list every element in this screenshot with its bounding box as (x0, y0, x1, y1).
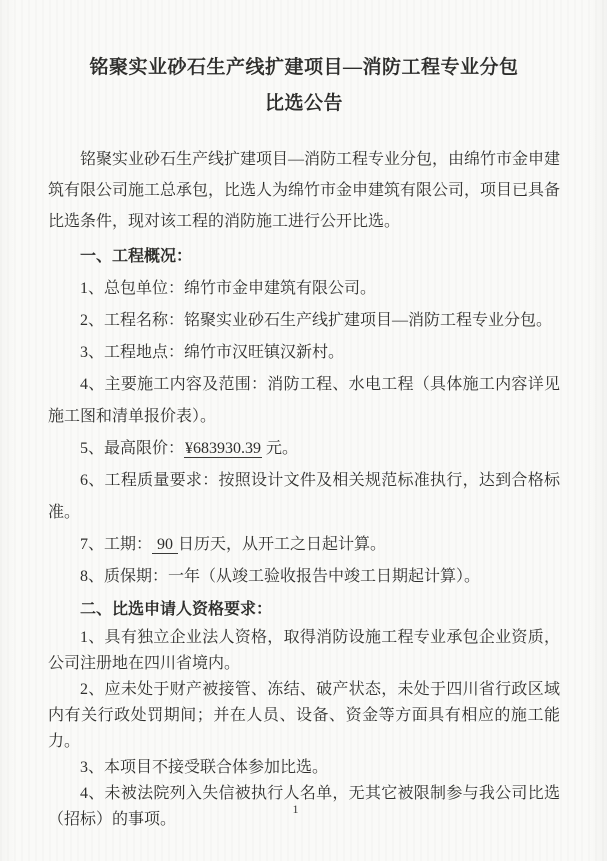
list-item-warranty-period: 8、质保期：一年（从竣工验收报告中竣工日期起计算）。 (80, 568, 481, 585)
section1-heading: 一、工程概况： (80, 248, 193, 265)
list-item-financial-status: 2、应未处于财产被接管、冻结、破产状态，未处于四川省行政区域内有关行政处罚期间；并在人员、设备、资金等方面具有相应的施工能力。 (48, 681, 560, 750)
document-title-line1: 铭聚实业砂石生产线扩建项目—消防工程专业分包 (89, 57, 519, 78)
list-item-price-limit (48, 433, 560, 465)
list-item-construction-period (48, 529, 560, 561)
price-limit-suffix: 元。 (262, 440, 299, 457)
page-number: 1 (292, 802, 299, 816)
section-project-overview (48, 241, 560, 593)
construction-period-suffix: 日历天，从开工之日起计算。 (178, 536, 387, 553)
list-item-scope-of-work: 4、主要施工内容及范围：消防工程、水电工程（具体施工内容详见施工图和清单报价表）。 (48, 376, 560, 425)
list-item-no-consortium: 3、本项目不接受联合体参加比选。 (80, 759, 329, 776)
list-item-legal-person-qualification: 1、具有独立企业法人资格，取得消防设施工程专业承包企业资质，公司注册地在四川省境内。 (48, 629, 560, 672)
list-item-quality-requirement: 6、工程质量要求：按照设计文件及相关规范标准执行，达到合格标准。 (48, 472, 560, 521)
list-item-general-contractor: 1、总包单位：绵竹市金申建筑有限公司。 (80, 280, 377, 297)
price-limit-value: ¥683930.39 (185, 440, 262, 457)
construction-period-value: 90 (153, 536, 178, 553)
list-item-no-dishonest-list: 4、未被法院列入失信被执行人名单，无其它被限制参与我公司比选（招标）的事项。 (48, 785, 560, 828)
document-title (48, 50, 560, 122)
document-title-line2: 比选公告 (264, 93, 343, 114)
section-applicant-qualifications (48, 595, 560, 833)
list-item-project-location: 3、工程地点：绵竹市汉旺镇汉新村。 (80, 344, 345, 361)
list-item-project-name: 2、工程名称：铭聚实业砂石生产线扩建项目—消防工程专业分包。 (80, 312, 553, 329)
section2-heading: 二、比选申请人资格要求： (80, 601, 273, 618)
construction-period-label: 7、工期： (80, 536, 153, 553)
intro-paragraph: 铭聚实业砂石生产线扩建项目—消防工程专业分包，由绵竹市金申建筑有限公司施工总承包，比选人为绵竹市金申建筑有限公司，项目已具备比选条件，现对该工程的消防施工进行公开比选。 (48, 151, 561, 230)
price-limit-label: 5、最高限价： (80, 440, 185, 457)
